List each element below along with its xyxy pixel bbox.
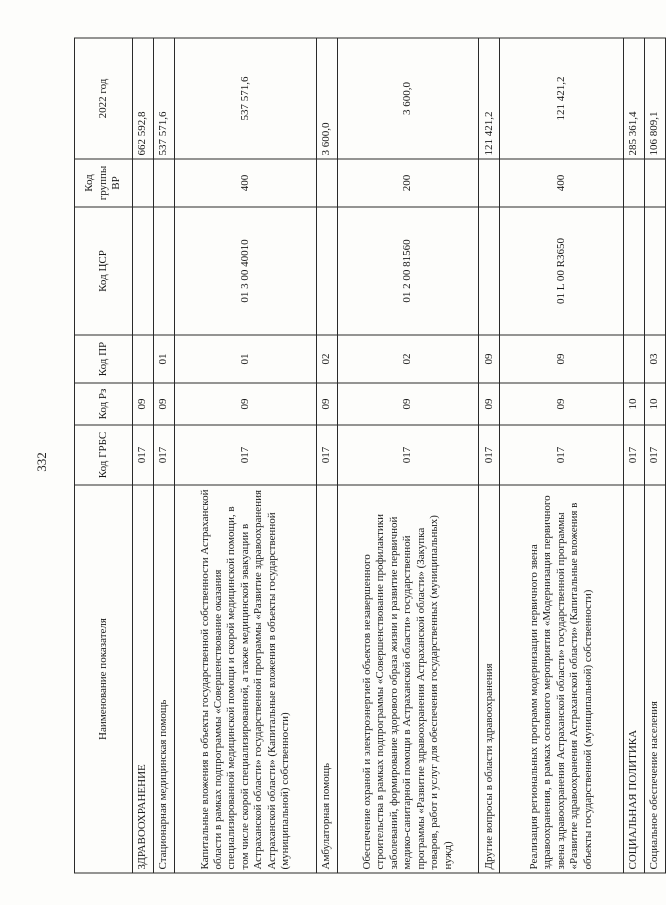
row-pr: 02 xyxy=(316,335,337,383)
row-csr xyxy=(623,207,644,335)
row-csr xyxy=(316,207,337,335)
table-row xyxy=(316,38,337,873)
table-row xyxy=(500,38,623,873)
row-grbs: 017 xyxy=(500,425,623,485)
row-name: Реализация региональных программ модернизации первичного звена здравоохранения, в рамках основного мероприятия «Модернизация первичного звена здравоохранения Астраханской области» государственной программы «Развитие здравоохранения Астраханской области» (Капитальные вложения в объекты государственной (муниципальной) собственности) xyxy=(500,485,623,873)
row-pr: 01 xyxy=(154,335,175,383)
row-pr xyxy=(623,335,644,383)
row-grbs: 017 xyxy=(133,425,154,485)
row-amount: 106 809,1 xyxy=(644,38,665,159)
row-vr xyxy=(316,159,337,207)
table-row xyxy=(337,38,478,873)
row-rz: 09 xyxy=(133,383,154,425)
table-row xyxy=(623,38,644,873)
row-name: Социальное обеспечение населения xyxy=(644,485,665,873)
header-vr: Код группы ВР xyxy=(75,159,133,207)
header-pr: Код ПР xyxy=(75,335,133,383)
row-csr xyxy=(133,207,154,335)
row-csr: 01 3 00 40010 xyxy=(175,207,316,335)
table-row xyxy=(479,38,500,873)
page-number: 332 xyxy=(34,452,49,472)
row-pr: 09 xyxy=(479,335,500,383)
row-amount: 285 361,4 xyxy=(623,38,644,159)
row-pr xyxy=(133,335,154,383)
row-rz: 09 xyxy=(479,383,500,425)
table-row xyxy=(154,38,175,873)
row-name: Другие вопросы в области здравоохранения xyxy=(479,485,500,873)
row-name: Обеспечение охраной и электроэнергией объектов незавершенного строительства в рамках подпрограммы «Совершенствование профилактики заболеваний, формирование здорового образа жизни и развитие первичной медико-санитарной помощи в Астраханской области» государственной программы «Развитие здравоохранения Астраханской области» (Закупка товаров, работ и услуг для обеспечения государственных (муниципальных) нужд) xyxy=(337,485,478,873)
row-vr xyxy=(644,159,665,207)
row-grbs: 017 xyxy=(154,425,175,485)
row-vr xyxy=(154,159,175,207)
row-grbs: 017 xyxy=(479,425,500,485)
row-grbs: 017 xyxy=(337,425,478,485)
row-vr: 200 xyxy=(337,159,478,207)
row-vr xyxy=(133,159,154,207)
row-csr: 01 L 00 R3650 xyxy=(500,207,623,335)
row-rz: 10 xyxy=(623,383,644,425)
row-pr: 09 xyxy=(500,335,623,383)
row-grbs: 017 xyxy=(175,425,316,485)
row-vr: 400 xyxy=(175,159,316,207)
row-name: Стационарная медицинская помощь xyxy=(154,485,175,873)
row-amount: 3 600,0 xyxy=(316,38,337,159)
row-name: ЗДРАВООХРАНЕНИЕ xyxy=(133,485,154,873)
row-amount: 3 600,0 xyxy=(337,38,478,159)
header-rz: Код Рз xyxy=(75,383,133,425)
row-amount: 537 571,6 xyxy=(175,38,316,159)
row-csr xyxy=(479,207,500,335)
row-csr xyxy=(154,207,175,335)
row-grbs: 017 xyxy=(644,425,665,485)
row-csr: 01 2 00 81560 xyxy=(337,207,478,335)
header-grbs: Код ГРБС xyxy=(75,425,133,485)
row-vr xyxy=(479,159,500,207)
row-name: Капитальные вложения в объекты государственной собственности Астраханской области в рамках подпрограммы «Совершенствование оказания специализированной медицинской помощи и скорой медицинской помощи, в том числе скорой специализированной, а также медицинской эвакуации в Астраханской области» государственной программы «Развитие здравоохранения Астраханской области» (Капитальные вложения в объекты государственной (муниципальной) собственности) xyxy=(175,485,316,873)
table-header-row xyxy=(75,38,133,873)
row-amount: 537 571,6 xyxy=(154,38,175,159)
table-row xyxy=(133,38,154,873)
row-rz: 10 xyxy=(644,383,665,425)
row-vr xyxy=(623,159,644,207)
row-name: Амбулаторная помощь xyxy=(316,485,337,873)
row-vr: 400 xyxy=(500,159,623,207)
row-rz: 09 xyxy=(316,383,337,425)
table-row xyxy=(175,38,316,873)
row-rz: 09 xyxy=(154,383,175,425)
header-year: 2022 год xyxy=(75,38,133,159)
table-frame xyxy=(74,39,666,874)
table-row xyxy=(644,38,665,873)
row-rz: 09 xyxy=(500,383,623,425)
row-amount: 121 421,2 xyxy=(500,38,623,159)
row-rz: 09 xyxy=(337,383,478,425)
row-pr: 01 xyxy=(175,335,316,383)
row-grbs: 017 xyxy=(623,425,644,485)
row-grbs: 017 xyxy=(316,425,337,485)
row-amount: 662 592,8 xyxy=(133,38,154,159)
row-rz: 09 xyxy=(175,383,316,425)
header-csr: Код ЦСР xyxy=(75,207,133,335)
row-amount: 121 421,2 xyxy=(479,38,500,159)
budget-table xyxy=(74,38,666,874)
row-pr: 02 xyxy=(337,335,478,383)
row-csr xyxy=(644,207,665,335)
header-name: Наименование показателя xyxy=(75,485,133,873)
row-pr: 03 xyxy=(644,335,665,383)
row-name: СОЦИАЛЬНАЯ ПОЛИТИКА xyxy=(623,485,644,873)
